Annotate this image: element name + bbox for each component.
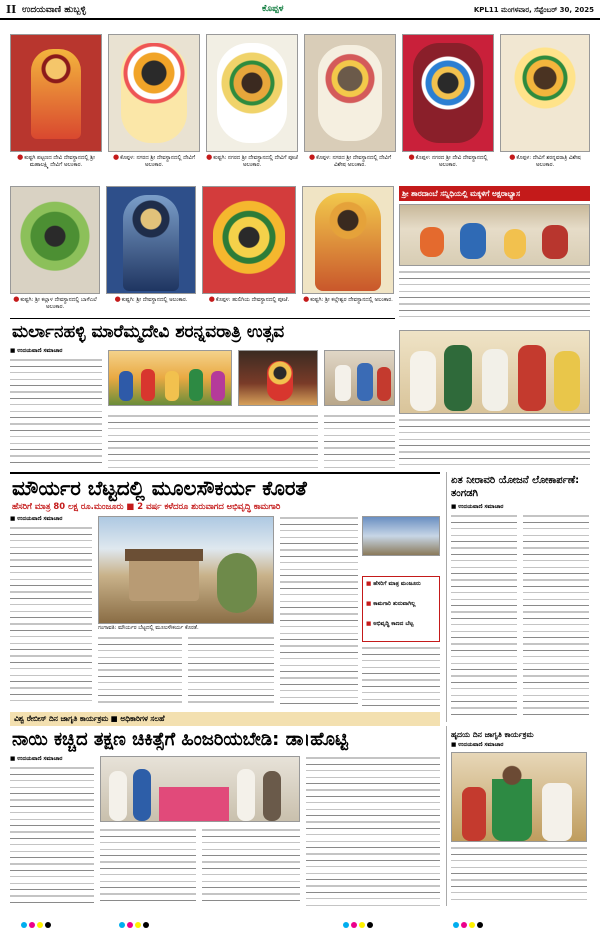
speaker-photo — [451, 752, 587, 842]
text-column — [10, 766, 94, 906]
byline: ■ ಉದಯವಾಣಿ ಸಮಾಚಾರ — [451, 504, 504, 510]
deity-photo — [206, 34, 298, 152]
story3-headline: ಏತ ನೀರಾವರಿ ಯೋಜನೆ ಲೋಕಾರ್ಪಣೆ: ತಂಗಡಗಿ — [451, 475, 580, 499]
event-photo — [100, 756, 300, 822]
pin-icon: ● — [408, 153, 415, 161]
story4-body — [10, 756, 440, 906]
story2-subhead: ಹೆಸರಿಗೆ ಮಾತ್ರ 80 ಲಕ್ಷ ರೂ.ಮಂಜೂರು ■ 2 ವರ್ಷ ಕಳೆದರೂ ಶುರುವಾಗದ ಅಭಿವೃದ್ಧಿ ಕಾಮಗಾರಿ — [12, 501, 281, 511]
photo-caption: ●ಕೊಪ್ಪಳ: ದೇವಿಗೆ ಶರನ್ನವರಾತ್ರಿ ವಿಶೇಷ ಅಲಂಕಾರ. — [509, 153, 581, 168]
pin-icon: ● — [303, 295, 310, 303]
festival-photo — [108, 350, 232, 406]
photo-caption: ●ಕುಷ್ಟಗಿ: ಶ್ರೀ ಕಲ್ಲಾಳ ದೇವಸ್ಥಾನದಲ್ಲಿ ಬಾಳೆಎಲೆ ಅಲಂಕಾರ. — [13, 295, 97, 310]
section-name: ಕೊಪ್ಪಳ — [262, 4, 284, 14]
text-column — [280, 516, 358, 706]
headline-banner — [399, 186, 590, 201]
photo-caption: ●ಕುಷ್ಟಗಿ: ಶ್ರೀ ದೇವಸ್ಥಾನದಲ್ಲಿ ಅಲಂಕಾರ. — [114, 295, 188, 303]
story2-subhead-wrap — [10, 500, 440, 514]
photo-caption: ●ಕುಷ್ಟಗಿ: ನಗರದ ಶ್ರೀ ದೇವಸ್ಥಾನದಲ್ಲಿ ದೇವಿಗೆ ಪೂಜೆ ಅಲಂಕಾರ. — [206, 153, 298, 168]
page-header — [0, 0, 600, 20]
pin-icon: ● — [208, 295, 215, 303]
deity-photo — [202, 186, 296, 294]
ceremony-photo — [399, 330, 590, 414]
story1-header — [10, 318, 395, 346]
text-column — [10, 526, 92, 706]
pin-icon: ● — [206, 153, 213, 161]
pin-icon: ● — [308, 153, 316, 161]
hill-photo — [98, 516, 274, 624]
photo-caption: ಗಂಗಾವತಿ: ಮೌರ್ಯರ ಬೆಟ್ಟದಲ್ಲಿ ಮೂಲಸೌಕರ್ಯ ಕೊರತೆ. — [98, 625, 199, 631]
text-column — [306, 756, 440, 906]
photo-caption: ●ಕೊಪ್ಪಳ: ನಗರದ ಶ್ರೀ ದೇವಸ್ಥಾನದಲ್ಲಿ ದೇವಿಗೆ ವಿಶೇಷ ಅಲಂಕಾರ. — [308, 153, 392, 168]
story-headline: ಶ್ರೀ ಶಾರದಾಂಬೆ ಸನ್ನಿಧಿಯಲ್ಲಿ ಮಕ್ಕಳಿಗೆ ಅಕ್ಷರಾಭ್ಯಾಸ — [402, 189, 521, 198]
color-marks — [118, 913, 150, 928]
story4-kicker: ವಿಶ್ವ ರೇಬೀಸ್ ದಿನ ಜಾಗೃತಿ ಕಾರ್ಯಕ್ರಮ ■ ಅಧಿಕಾರಿಗಳ ಸಲಹೆ — [14, 714, 165, 723]
deity-photo — [304, 34, 396, 152]
deity-photo — [106, 186, 196, 294]
photo-caption: ●ಕೊಪ್ಪಳ: ಹುಲಿಗಿಯ ದೇವಸ್ಥಾನದಲ್ಲಿ ಪೂಜೆ. — [208, 295, 290, 303]
story1-body — [10, 348, 395, 468]
edition-date: KPL11 ಮಂಗಳವಾರ, ಸೆಪ್ಟೆಂಬರ್ 30, 2025 — [473, 6, 594, 14]
story-body — [399, 418, 590, 466]
photo-caption: ●ಕುಷ್ಟಗಿ ಪಟ್ಟಣದ ದೇವಿ ದೇವಸ್ಥಾನದಲ್ಲಿ ಶ್ರೀ ಮಹಾಲಕ್ಷ್ಮಿ ದೇವಿಗೆ ಅಲಂಕಾರ. — [17, 153, 95, 168]
deity-photo — [10, 34, 102, 152]
text-column — [98, 636, 182, 706]
pin-icon: ● — [114, 295, 121, 303]
pin-icon: ● — [509, 153, 516, 161]
paper-name: ಉದಯವಾಣಿ ಹುಬ್ಬಳ್ಳಿ — [22, 5, 86, 15]
byline: ■ ಉದಯವಾಣಿ ಸಮಾಚಾರ — [10, 348, 63, 354]
story1-headline: ಮರ್ಲಾನಹಳ್ಳಿ ಮಾರೆಮ್ಮದೇವಿ ಶರನ್ನವರಾತ್ರಿ ಉತ್ಸವ — [12, 322, 285, 342]
festival-photo — [324, 350, 395, 406]
byline: ■ ಉದಯವಾಣಿ ಸಮಾಚಾರ — [10, 516, 63, 522]
color-marks — [342, 913, 374, 928]
pin-icon: ● — [13, 295, 20, 303]
deity-photo — [500, 34, 590, 152]
story4-header — [10, 728, 440, 752]
story4-headline: ನಾಯಿ ಕಚ್ಚಿದ ತಕ್ಷಣ ಚಿಕಿತ್ಸೆಗೆ ಹಿಂಜರಿಯಬೇಡಿ: ಡಾ।ಹೊಟ್ಟಿ — [12, 729, 348, 750]
pin-icon: ● — [17, 153, 24, 161]
story3 — [446, 472, 590, 722]
story-body — [451, 846, 587, 904]
text-column — [451, 514, 517, 720]
deity-photo — [302, 186, 394, 294]
story5-headline: ಹೃದಯ ದಿನ ಜಾಗೃತಿ ಕಾರ್ಯಕ್ರಮ — [451, 730, 534, 739]
text-column — [100, 828, 196, 906]
highlight-item: ■ ಹೆಸರಿಗೆ ಮಾತ್ರ ಮಂಜೂರು — [366, 581, 421, 587]
hill-photo-small — [362, 516, 440, 556]
akshara-story — [399, 186, 590, 324]
page-number: II — [6, 3, 17, 16]
text-column — [188, 636, 274, 706]
story5 — [446, 726, 590, 906]
pin-icon: ● — [112, 153, 120, 161]
photo-caption: ●ಕೊಪ್ಪಳ: ನಗರದ ಶ್ರೀ ದೇವಿ ದೇವಸ್ಥಾನದಲ್ಲಿ ಅಲಂಕಾರ. — [408, 153, 488, 168]
text-column — [523, 514, 589, 720]
deity-photo — [108, 34, 200, 152]
story4-kicker-bar — [10, 712, 440, 726]
highlight-item: ■ ಅಭಿವೃದ್ಧಿ ಕಾಣದ ಬೆಟ್ಟ — [366, 621, 414, 627]
children-photo — [399, 204, 590, 266]
highlights-box — [362, 576, 440, 642]
story2-body — [10, 516, 440, 706]
top-photo-row — [10, 34, 590, 184]
text-column — [108, 414, 318, 468]
deity-photo — [10, 186, 100, 294]
text-column — [362, 646, 440, 706]
text-column — [202, 828, 300, 906]
story2-headline: ಮೌರ್ಯರ ಬೆಟ್ಟದಲ್ಲಿ ಮೂಲಸೌಕರ್ಯ ಕೊರತೆ — [12, 476, 307, 500]
byline: ■ ಉದಯವಾಣಿ ಸಮಾಚಾರ — [10, 756, 63, 762]
color-marks — [20, 913, 52, 928]
festival-photo — [238, 350, 318, 406]
text-column — [324, 414, 395, 468]
print-registration-strip — [0, 910, 600, 924]
story-body — [399, 270, 590, 322]
highlight-item: ■ ಕಾಮಗಾರಿ ಶುರುವಾಗಿಲ್ಲ — [366, 601, 416, 607]
mid-photo-row — [10, 186, 395, 314]
photo-caption: ●ಕೊಪ್ಪಳ: ನಗರದ ಶ್ರೀ ದೇವಸ್ಥಾನದಲ್ಲಿ ದೇವಿಗೆ ಅಲಂಕಾರ. — [112, 153, 196, 168]
byline: ■ ಉದಯವಾಣಿ ಸಮಾಚಾರ — [451, 742, 504, 748]
deity-photo — [402, 34, 494, 152]
photo-caption: ●ಕುಷ್ಟಗಿ: ಶ್ರೀ ಕಲ್ಲೇಶ್ವರ ದೇವಸ್ಥಾನದಲ್ಲಿ ಅಲಂಕಾರ. — [303, 295, 393, 303]
text-column — [10, 358, 102, 468]
color-marks — [452, 913, 484, 928]
ceremony-story — [399, 330, 590, 466]
